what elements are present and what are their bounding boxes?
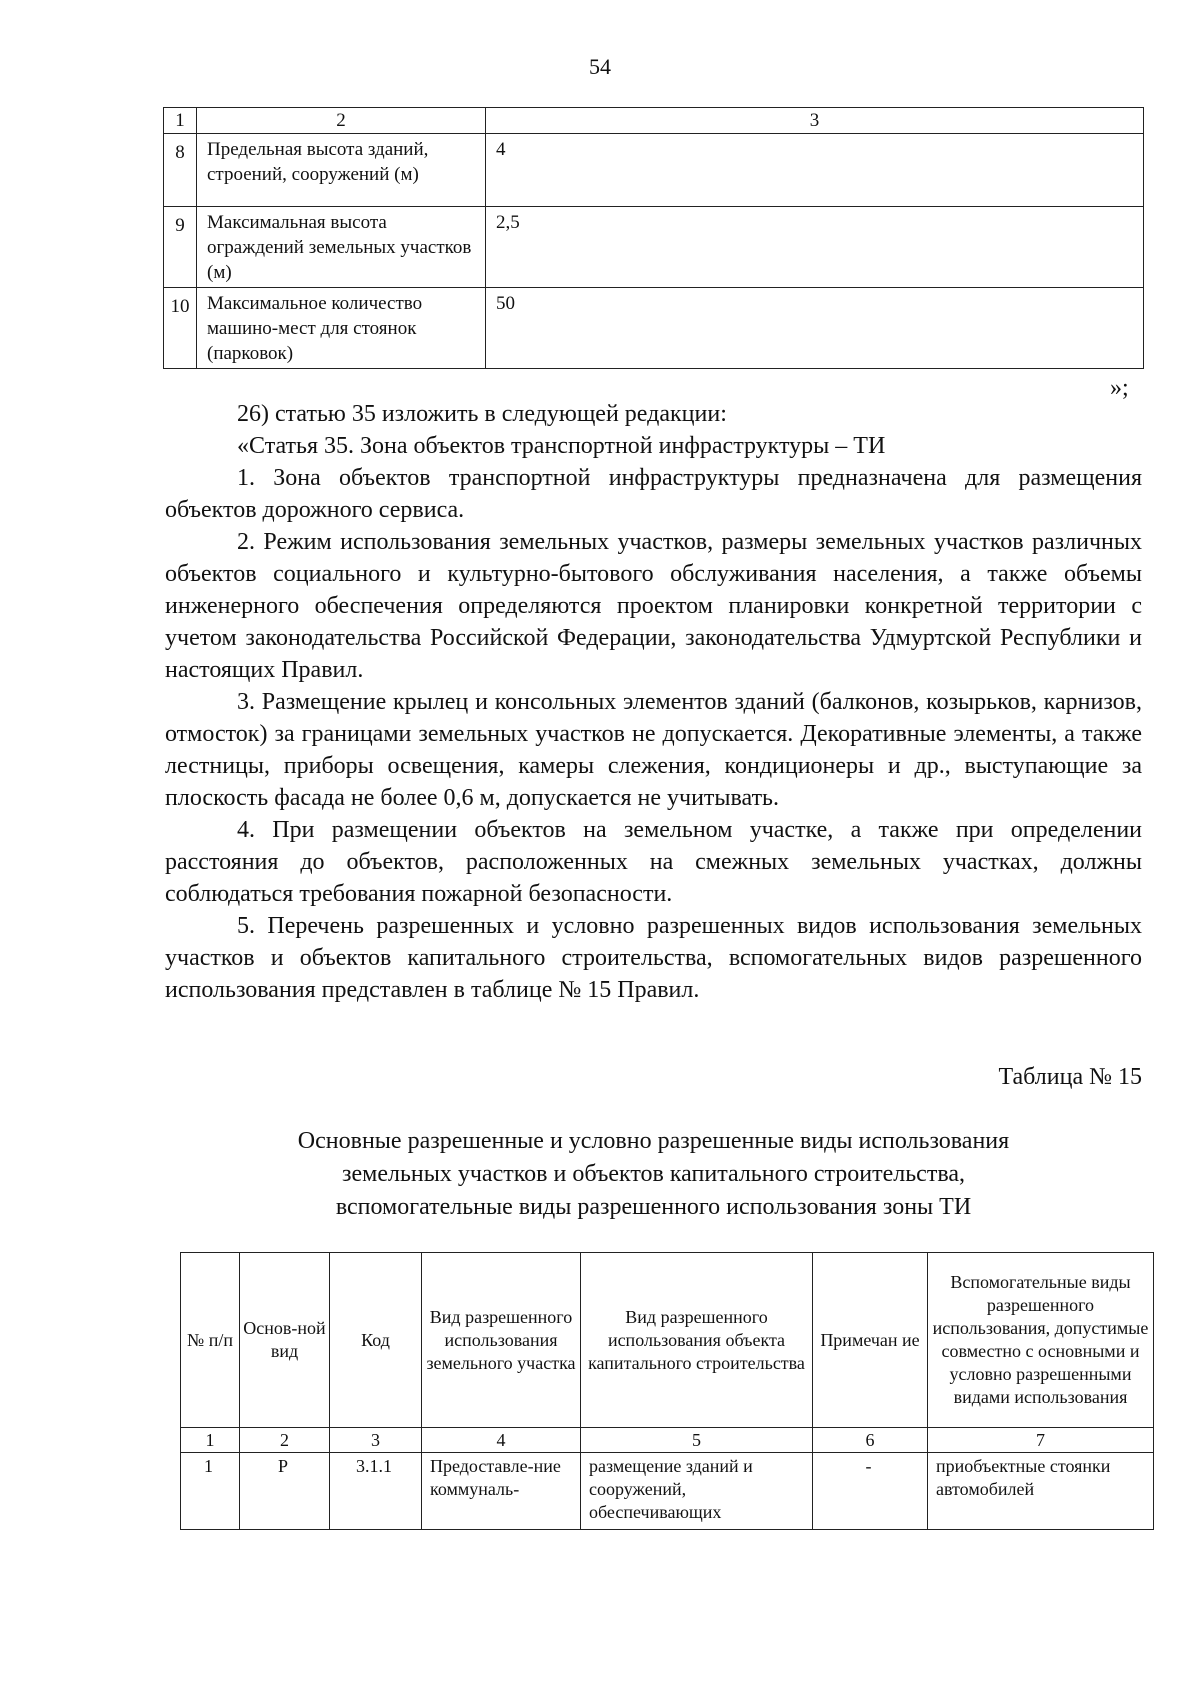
- paragraph: 3. Размещение крылец и консольных элементов зданий (балконов, козырьков, карнизов, отмосток) за границами земельных участков не допускается. Декоративные элементы, а также лестницы, приборы освещения, камеры слежения, кондиционеры и др., выступающие за плоскость фасада не более 0,6 м, допускается не учитывать.: [165, 689, 1142, 811]
- header-cell: 2: [197, 108, 486, 134]
- header-land-use: Вид разрешенного использования земельного участка: [422, 1253, 581, 1428]
- parameters-table: [163, 107, 1144, 369]
- row-number: 10: [164, 288, 197, 369]
- paragraph: 1. Зона объектов транспортной инфраструктуры предназначена для размещения объектов дорожного сервиса.: [165, 465, 1142, 523]
- article-heading: «Статья 35. Зона объектов транспортной инфраструктуры – ТИ: [237, 433, 886, 459]
- table-row: [164, 288, 1144, 369]
- row-number: 1: [181, 1453, 240, 1530]
- row-number: 8: [164, 134, 197, 207]
- paragraph: 5. Перечень разрешенных и условно разрешенных видов использования земельных участков и объектов капитального строительства, вспомогательных видов разрешенного использования представлен в таблице № 15 Правил.: [165, 913, 1142, 1003]
- paragraph: 4. При размещении объектов на земельном участке, а также при определении расстояния до объектов, расположенных на смежных земельных участках, должны соблюдаться требования пожарной безопасности.: [165, 817, 1142, 907]
- parameter-name: Максимальная высота ограждений земельных участков (м): [197, 207, 486, 288]
- table-title-line: Основные разрешенные и условно разрешенные виды использования: [297, 1128, 1010, 1154]
- paragraph: 2. Режим использования земельных участков, размеры земельных участков различных объектов социального и культурно-бытового обслуживания населения, а также объемы инженерного обеспечения определяются проектом планировки конкретной территории с учетом законодательства Российской Федерации, законодательства Удмуртской Республики и настоящих Правил.: [165, 529, 1142, 683]
- paragraph: 26) статью 35 изложить в следующей редакции:: [237, 401, 727, 427]
- header-main-type: Основ-ной вид: [240, 1253, 330, 1428]
- header-number: № п/п: [181, 1253, 240, 1428]
- row-building-use: размещение зданий и сооружений, обеспечивающих: [581, 1453, 813, 1530]
- header-auxiliary-use: Вспомогательные виды разрешенного использования, допустимые совместно с основными и условно разрешенными видами использования: [928, 1253, 1154, 1428]
- column-number: 3: [330, 1428, 422, 1453]
- table-title-line: земельных участков и объектов капитального строительства,: [342, 1161, 965, 1187]
- parameter-value: 50: [486, 288, 1144, 369]
- land-use-table: [180, 1252, 1154, 1530]
- closing-quote-mark: »;: [1110, 375, 1129, 401]
- parameter-value: 4: [486, 134, 1144, 207]
- header-cell: 3: [486, 108, 1144, 134]
- column-number: 1: [181, 1428, 240, 1453]
- column-number: 2: [240, 1428, 330, 1453]
- row-number: 9: [164, 207, 197, 288]
- page-number: 54: [589, 54, 611, 79]
- column-number: 7: [928, 1428, 1154, 1453]
- row-note: -: [813, 1453, 928, 1530]
- parameter-name: Предельная высота зданий, строений, сооружений (м): [197, 134, 486, 207]
- table-row: [164, 134, 1144, 207]
- column-number: 4: [422, 1428, 581, 1453]
- table-title-line: вспомогательные виды разрешенного использования зоны ТИ: [335, 1194, 972, 1220]
- table-header-row: [164, 108, 1144, 134]
- header-cell: 1: [164, 108, 197, 134]
- row-main-type: Р: [240, 1453, 330, 1530]
- header-code: Код: [330, 1253, 422, 1428]
- column-number: 6: [813, 1428, 928, 1453]
- row-land-use: Предоставле-ние коммуналь-: [422, 1453, 581, 1530]
- column-number: 5: [581, 1428, 813, 1453]
- table-header-row: [181, 1253, 1154, 1428]
- row-code: 3.1.1: [330, 1453, 422, 1530]
- row-auxiliary-use: приобъектные стоянки автомобилей: [928, 1453, 1154, 1530]
- header-building-use: Вид разрешенного использования объекта капитального строительства: [581, 1253, 813, 1428]
- table-row: [181, 1453, 1154, 1530]
- article-body: [165, 398, 1142, 1006]
- table-title: [165, 1125, 1142, 1224]
- header-note: Примечан ие: [813, 1253, 928, 1428]
- column-number-row: [181, 1428, 1154, 1453]
- table-row: [164, 207, 1144, 288]
- table-label: Таблица № 15: [998, 1064, 1142, 1090]
- parameter-value: 2,5: [486, 207, 1144, 288]
- parameter-name: Максимальное количество машино-мест для стоянок (парковок): [197, 288, 486, 369]
